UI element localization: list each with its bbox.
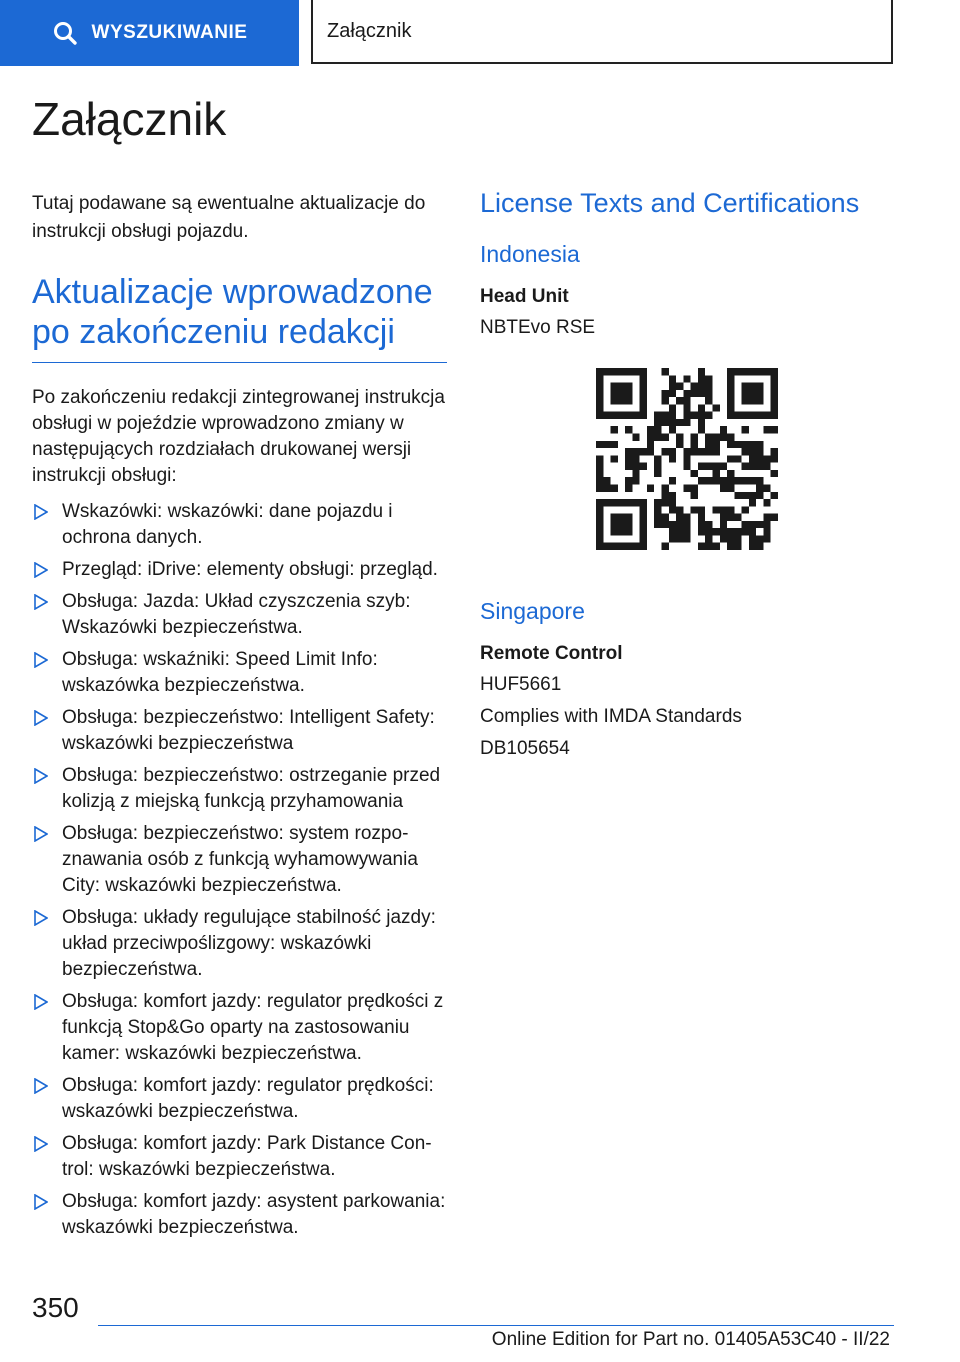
list-item [32, 589, 447, 641]
left-column [32, 190, 447, 1241]
section-body: Po zakończeniu redakcji zintegrowanej instrukcja obsługi w pojeździe wprowadzono zmiany w następujących rozdziałach drukowanej wersji instrukcji obsługi: [32, 387, 445, 486]
list-item [32, 557, 447, 583]
list-item [32, 1189, 447, 1241]
region-singapore: Singapore [480, 598, 585, 624]
chapter-tab-label: Załącznik [327, 19, 412, 42]
region-indonesia: Indonesia [480, 241, 580, 267]
list-item-text: Obsługa: bezpieczeństwo: Intelligent Safety: wskazówki bezpieczeństwa [62, 707, 435, 754]
model-remote-control: HUF5661 [480, 674, 562, 695]
arrow-icon [34, 826, 48, 842]
list-item [32, 763, 447, 815]
search-button-label: WYSZUKIWANIE [91, 22, 248, 43]
page-number: 350 [32, 1292, 79, 1323]
device-head-unit: Head Unit [480, 286, 569, 307]
list-item-text: Obsługa: układy regulujące stabilność jazdy: układ przeciwpoślizgowy: wskazówki bezpieczeństwa. [62, 907, 436, 980]
device-remote-control: Remote Control [480, 643, 623, 664]
right-column [480, 188, 920, 769]
arrow-icon [34, 994, 48, 1010]
arrow-icon [34, 910, 48, 926]
section-heading: Aktualizacje wprowadzone po zakończeniu redakcji [32, 272, 447, 363]
qr-code-icon [596, 368, 778, 550]
list-item-text: Obsługa: bezpieczeństwo: ostrzeganie przed kolizją z miejską funkcją przyhamowania [62, 765, 441, 812]
top-navigation [0, 0, 960, 66]
list-item-text: Obsługa: komfort jazdy: regulator prędkości: wskazówki bezpieczeństwa. [62, 1075, 434, 1122]
arrow-icon [34, 1136, 48, 1152]
arrow-icon [34, 1078, 48, 1094]
list-item-text: Wskazówki: wskazówki: dane pojazdu i ochrona danych. [62, 501, 393, 548]
list-item [32, 821, 447, 899]
list-item [32, 1131, 447, 1183]
list-item [32, 1073, 447, 1125]
license-heading: License Texts and Certifications [480, 188, 860, 218]
arrow-icon [34, 768, 48, 784]
list-item-text: Obsługa: bezpieczeństwo: system rozpoznawania osób z funkcją wyhamowywania City: wskazówki bezpieczeństwa. [62, 823, 418, 896]
list-item-text: Obsługa: Jazda: Układ czyszczenia szyb: Wskazówki bezpieczeństwa. [62, 591, 411, 638]
list-item-text: Obsługa: komfort jazdy: Park Distance Control: wskazówki bezpieczeństwa. [62, 1133, 432, 1180]
update-list [32, 499, 447, 1241]
registration-number: DB105654 [480, 738, 570, 759]
compliance-statement: Complies with IMDA Standards [480, 706, 742, 727]
edition-text: Online Edition for Part no. 01405A53C40 - II/22 [491, 1329, 890, 1350]
arrow-icon [34, 504, 48, 520]
list-item [32, 499, 447, 551]
list-item-text: Obsługa: wskaźniki: Speed Limit Info: wskazówka bezpieczeństwa. [62, 649, 378, 696]
page-title: Załącznik [32, 93, 227, 145]
arrow-icon [34, 652, 48, 668]
arrow-icon [34, 1194, 48, 1210]
intro-text: Tutaj podawane są ewentualne aktualizacje do instrukcji obsługi pojazdu. [32, 193, 426, 242]
list-item [32, 705, 447, 757]
arrow-icon [34, 594, 48, 610]
list-item-text: Obsługa: komfort jazdy: asystent parkowania: wskazówki bezpieczeństwa. [62, 1191, 446, 1238]
footer-divider [98, 1325, 894, 1326]
list-item [32, 647, 447, 699]
chapter-tab[interactable] [311, 0, 893, 64]
arrow-icon [34, 562, 48, 578]
list-item-text: Przegląd: iDrive: elementy obsługi: przegląd. [62, 559, 438, 580]
arrow-icon [34, 710, 48, 726]
model-head-unit: NBTEvo RSE [480, 317, 596, 338]
list-item-text: Obsługa: komfort jazdy: regulator prędkości z funkcją Stop&Go oparty na zastosowaniu kamer: wskazówki bezpieczeństwa. [62, 991, 444, 1064]
list-item [32, 989, 447, 1067]
search-icon [52, 20, 78, 46]
list-item [32, 905, 447, 983]
search-button[interactable] [0, 0, 299, 66]
